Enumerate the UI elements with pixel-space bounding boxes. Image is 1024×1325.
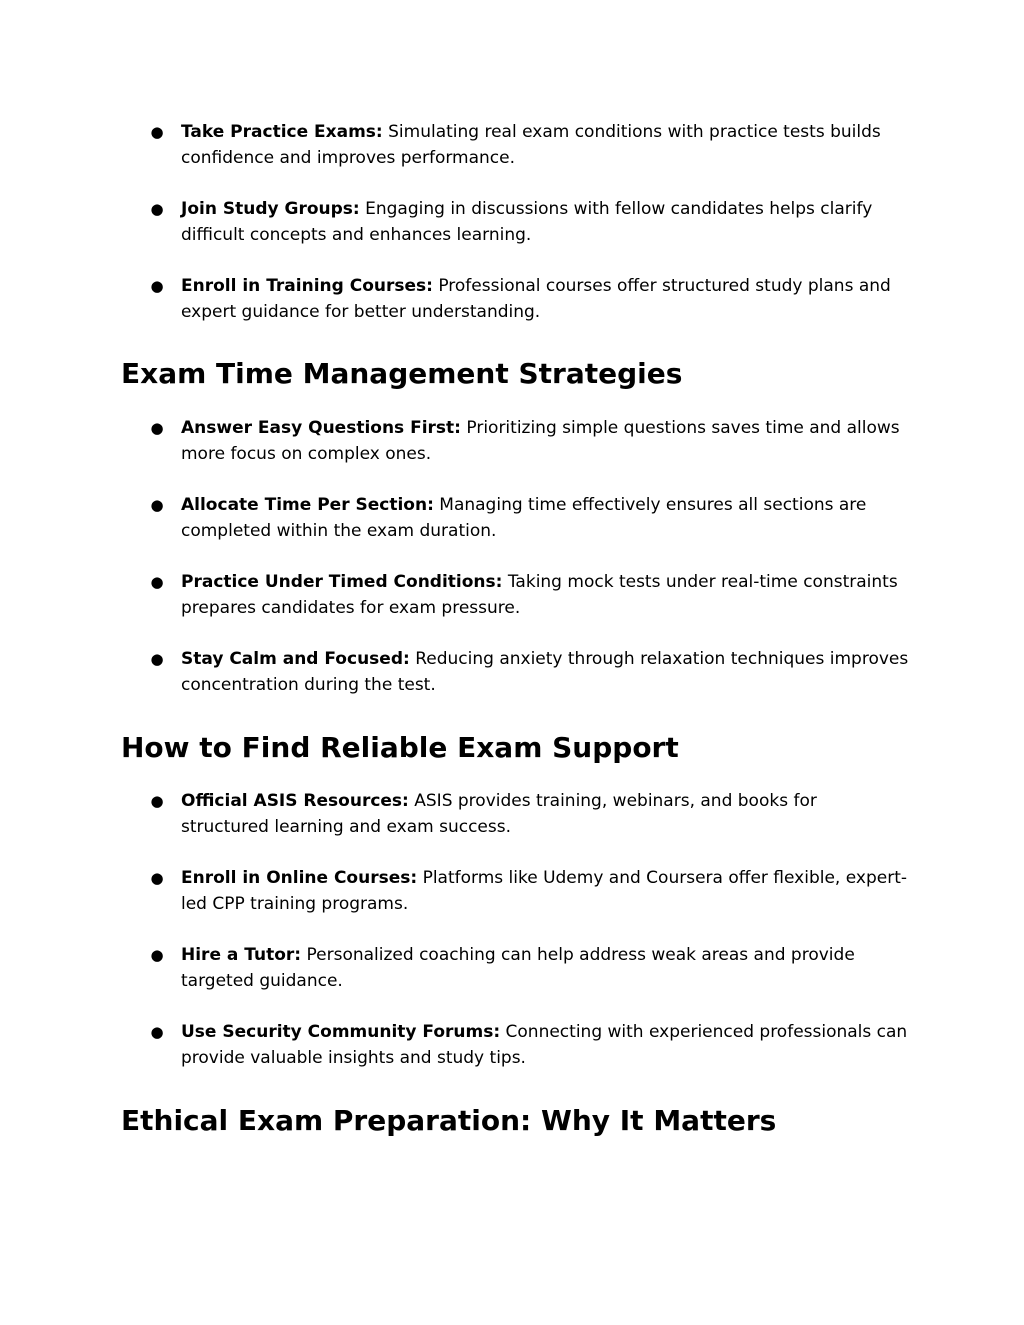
bullet-icon: ●: [150, 946, 164, 964]
bullet-icon: ●: [150, 277, 164, 295]
item-lead: Hire a Tutor:: [181, 945, 302, 965]
time-management-list: [150, 415, 910, 698]
list-item: [150, 788, 910, 840]
bullet-icon: ●: [150, 1023, 164, 1041]
item-text: Personalized coaching can help address weak areas and provide targeted guidance.: [181, 945, 855, 991]
item-text: Managing time effectively ensures all sections are completed within the exam duration.: [181, 495, 867, 541]
item-text: Professional courses offer structured study plans and expert guidance for better understanding.: [181, 276, 891, 322]
item-text: Taking mock tests under real-time constraints prepares candidates for exam pressure.: [181, 572, 898, 618]
item-lead: Stay Calm and Focused:: [181, 649, 410, 669]
item-lead: Answer Easy Questions First:: [181, 418, 461, 438]
list-item: [150, 942, 910, 994]
bullet-icon: ●: [150, 419, 164, 437]
item-lead: Join Study Groups:: [181, 199, 360, 219]
item-text: Prioritizing simple questions saves time and allows more focus on complex ones.: [181, 418, 900, 464]
section-heading-time-management: Exam Time Management Strategies: [121, 357, 683, 390]
exam-support-list: [150, 788, 910, 1071]
item-lead: Official ASIS Resources:: [181, 791, 409, 811]
item-lead: Take Practice Exams:: [181, 122, 383, 142]
bullet-icon: ●: [150, 650, 164, 668]
bullet-icon: ●: [150, 200, 164, 218]
item-lead: Practice Under Timed Conditions:: [181, 572, 503, 592]
item-text: Simulating real exam conditions with practice tests builds confidence and improves performance.: [181, 122, 881, 168]
item-text: ASIS provides training, webinars, and books for structured learning and exam success.: [181, 791, 817, 837]
bullet-icon: ●: [150, 123, 164, 141]
list-item: [150, 415, 910, 467]
list-item: [150, 646, 910, 698]
item-lead: Enroll in Online Courses:: [181, 868, 418, 888]
section-heading-exam-support: How to Find Reliable Exam Support: [121, 731, 679, 764]
item-text: Platforms like Udemy and Coursera offer flexible, expert-led CPP training programs.: [181, 868, 908, 914]
list-item: [150, 273, 910, 325]
list-item: [150, 569, 910, 621]
bullet-icon: ●: [150, 869, 164, 887]
list-item: [150, 492, 910, 544]
section-heading-ethical-preparation: Ethical Exam Preparation: Why It Matters: [121, 1104, 777, 1137]
bullet-icon: ●: [150, 573, 164, 591]
study-tips-list: [150, 119, 910, 325]
item-lead: Enroll in Training Courses:: [181, 276, 433, 296]
item-lead: Use Security Community Forums:: [181, 1022, 501, 1042]
list-item: [150, 196, 910, 248]
bullet-icon: ●: [150, 792, 164, 810]
item-text: Engaging in discussions with fellow candidates helps clarify difficult concepts and enhances learning.: [181, 199, 873, 245]
list-item: [150, 1019, 910, 1071]
item-lead: Allocate Time Per Section:: [181, 495, 434, 515]
item-text: Connecting with experienced professionals can provide valuable insights and study tips.: [181, 1022, 908, 1068]
bullet-icon: ●: [150, 496, 164, 514]
list-item: [150, 865, 910, 917]
list-item: [150, 119, 910, 171]
item-text: Reducing anxiety through relaxation techniques improves concentration during the test.: [181, 649, 909, 695]
